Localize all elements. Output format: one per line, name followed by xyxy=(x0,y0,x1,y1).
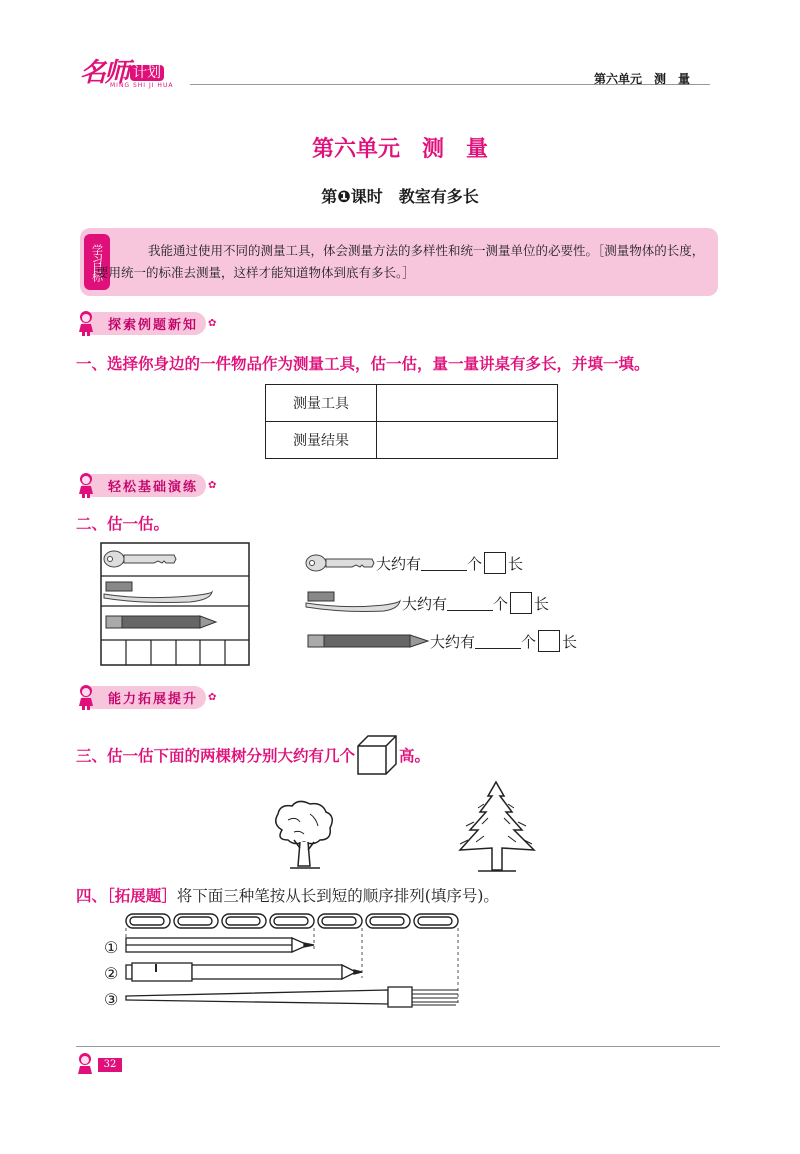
key-icon xyxy=(304,552,376,574)
estimate-blank-input[interactable] xyxy=(447,596,493,611)
paper-clip-row xyxy=(126,914,458,928)
pen-1-icon xyxy=(126,938,314,952)
estimate-unit-text: 个 xyxy=(467,554,483,573)
section-basic-header xyxy=(76,472,216,498)
flower-icon: ✿ xyxy=(208,317,217,329)
section-explore-label: 探索例题新知 xyxy=(82,312,206,335)
estimate-about-text: 大约有 xyxy=(402,594,448,613)
pen-2-label: ② xyxy=(104,964,119,983)
object-reference-grid xyxy=(100,542,250,666)
toothbrush-icon xyxy=(104,582,212,603)
girl-mascot-icon xyxy=(76,310,96,336)
learning-goal-text: 我能通过使用不同的测量工具，体会测量方法的多样性和统一测量单位的必要性。［测量物体的长度，要用统一的标准去测量，这样才能知道物体到底有多长。］ xyxy=(96,243,705,280)
learning-goal-tag: 学习目标 xyxy=(84,234,110,290)
estimate-about-text: 大约有 xyxy=(376,554,422,573)
estimate-unit-text: 个 xyxy=(521,632,537,651)
section-extend-label: 能力拓展提升 xyxy=(82,686,206,709)
table-input-tool[interactable] xyxy=(377,385,558,422)
flower-icon: ✿ xyxy=(208,691,217,703)
question-3 xyxy=(76,734,430,776)
table-row xyxy=(266,385,558,422)
key-icon xyxy=(104,551,176,567)
estimate-unit-text: 个 xyxy=(493,594,509,613)
footer-rule xyxy=(76,1046,720,1047)
toothbrush-icon xyxy=(304,590,402,616)
question-2: 二、估一估。 xyxy=(76,515,170,533)
estimate-row-toothbrush xyxy=(304,590,549,616)
pens-comparison-figure xyxy=(96,910,476,1022)
lesson-title-prefix: 第 xyxy=(321,187,338,206)
table-row xyxy=(266,422,558,459)
measure-table xyxy=(265,384,558,459)
deciduous-tree-icon xyxy=(270,800,340,872)
question-4-number: 四、 xyxy=(76,886,108,905)
section-extend-header xyxy=(76,684,216,710)
question-4 xyxy=(76,884,499,906)
lesson-title-rest: 课时 教室有多长 xyxy=(350,187,479,206)
unit-title: 第六单元 测 量 xyxy=(311,137,488,162)
estimate-blank-input[interactable] xyxy=(475,634,521,649)
question-3-text-after: 高。 xyxy=(399,747,431,765)
estimate-row-key xyxy=(304,552,523,574)
running-title: 第六单元 测 量 xyxy=(594,72,691,86)
table-input-result[interactable] xyxy=(377,422,558,459)
publisher-logo xyxy=(80,52,190,92)
cube-icon xyxy=(356,734,398,776)
question-4-tag: ［拓展题］ xyxy=(107,886,177,905)
girl-mascot-icon xyxy=(74,1052,96,1078)
pen-3-icon xyxy=(126,987,458,1007)
lesson-number: ❶ xyxy=(337,187,351,206)
logo-main: 名师 xyxy=(80,58,129,88)
estimate-unit-box[interactable] xyxy=(484,552,506,574)
pen-3-label: ③ xyxy=(104,990,119,1009)
question-1: 一、选择你身边的一件物品作为测量工具，估一估，量一量讲桌有多长，并填一填。 xyxy=(76,355,650,373)
estimate-long-text: 长 xyxy=(562,632,578,651)
page-number: 32 xyxy=(98,1058,122,1072)
section-explore-header xyxy=(76,310,216,336)
section-basic-label: 轻松基础演练 xyxy=(82,474,206,497)
estimate-unit-box[interactable] xyxy=(538,630,560,652)
flower-icon: ✿ xyxy=(208,479,217,491)
pencil-icon xyxy=(106,616,216,628)
estimate-blank-input[interactable] xyxy=(421,556,467,571)
lesson-title xyxy=(0,184,800,207)
pen-1-label: ① xyxy=(104,938,119,957)
estimate-unit-box[interactable] xyxy=(510,592,532,614)
logo-en: MING SHI JI HUA xyxy=(110,82,174,89)
table-label-tool: 测量工具 xyxy=(266,385,377,422)
logo-sub: 计划 xyxy=(130,65,164,81)
estimate-about-text: 大约有 xyxy=(430,632,476,651)
estimate-long-text: 长 xyxy=(534,594,550,613)
table-label-result: 测量结果 xyxy=(266,422,377,459)
pine-tree-icon xyxy=(448,778,544,874)
estimate-long-text: 长 xyxy=(508,554,524,573)
estimate-row-pencil xyxy=(304,630,577,652)
girl-mascot-icon xyxy=(76,472,96,498)
girl-mascot-icon xyxy=(76,684,96,710)
pencil-icon xyxy=(304,631,430,651)
question-3-text-before: 三、估一估下面的两棵树分别大约有几个 xyxy=(76,747,356,765)
pen-2-icon xyxy=(126,963,362,981)
question-4-text: 将下面三种笔按从长到短的顺序排列(填序号)。 xyxy=(176,887,499,905)
